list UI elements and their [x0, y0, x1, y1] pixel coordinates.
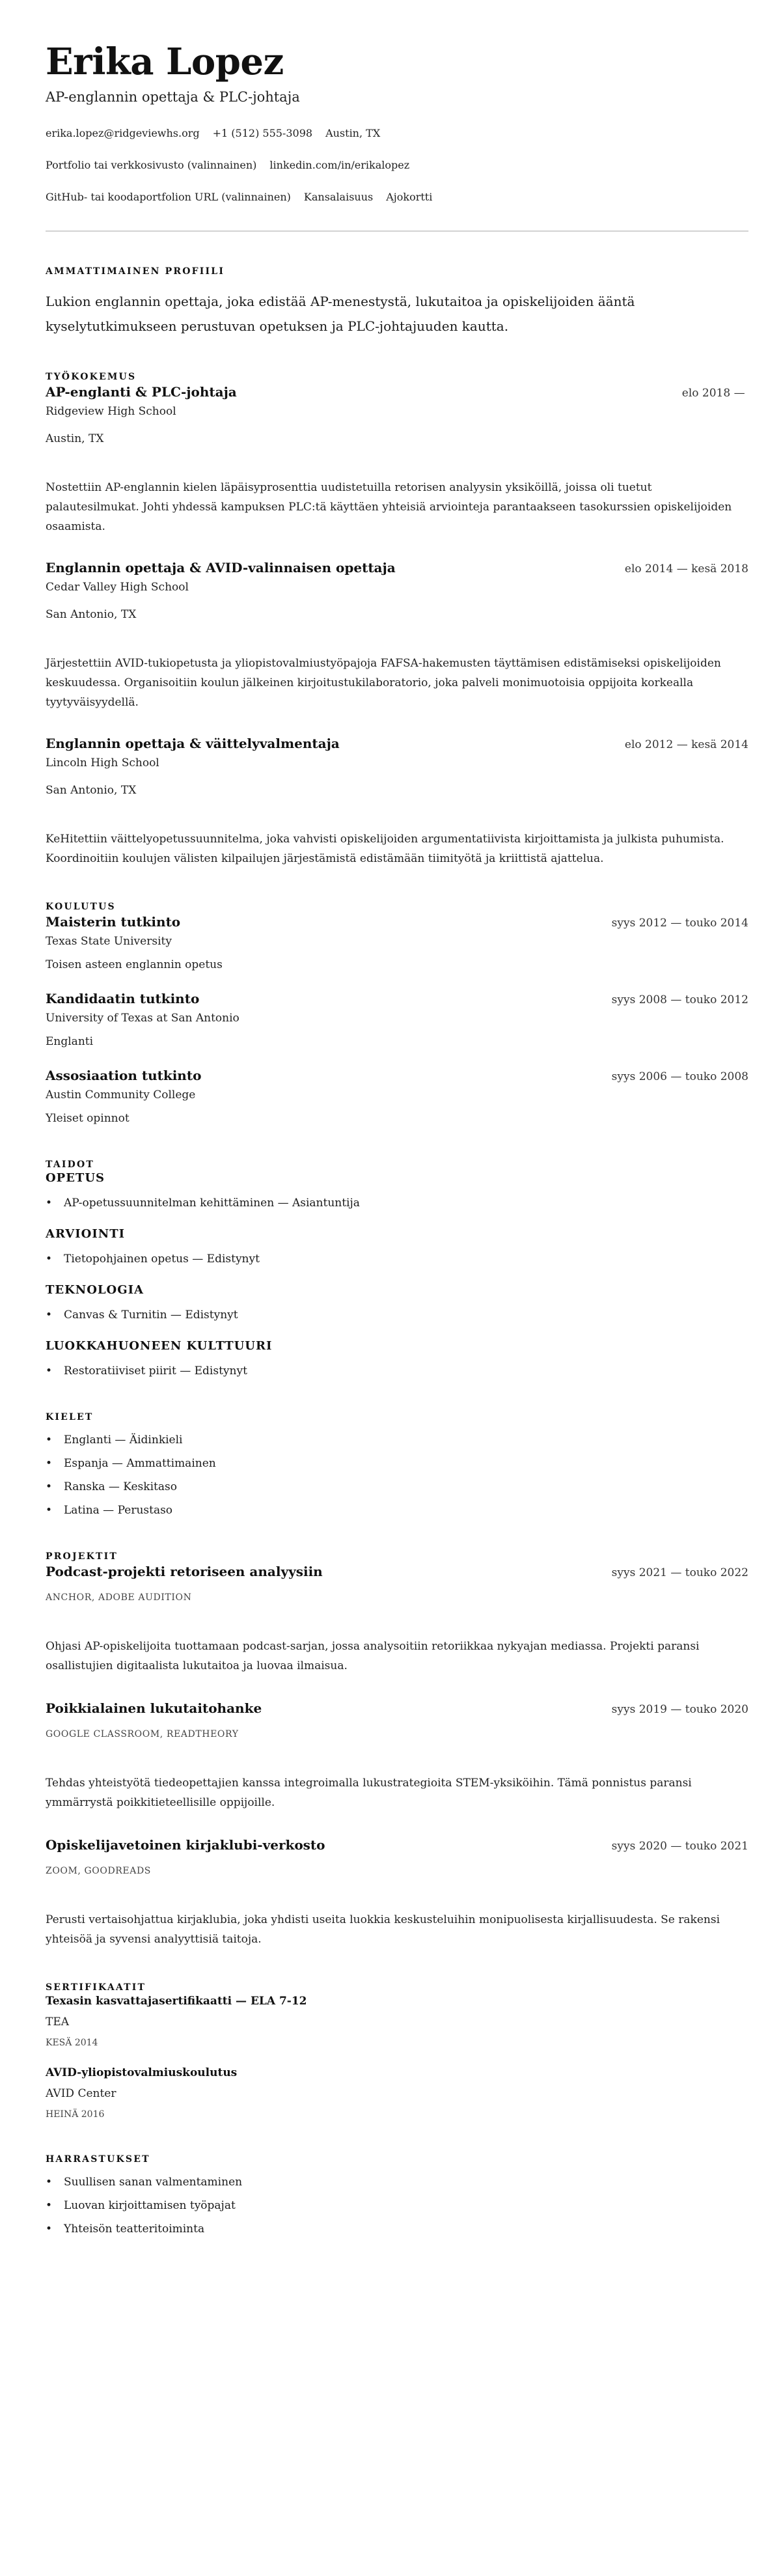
contact-row-extra [46, 190, 748, 204]
citizenship-text: Kansalaisuus [303, 191, 374, 203]
job-entry [46, 383, 748, 536]
project-tools: ZOOM, GOODREADS [46, 1866, 151, 1876]
certification-entry [46, 2065, 748, 2121]
certification-title: AVID-yliopistovalmiuskoulutus [46, 2066, 238, 2079]
job-date: elo 2018 — [681, 387, 748, 400]
job-title: Englannin opettaja & AVID-valinnaisen opettaja [46, 560, 396, 575]
skill-list [46, 1251, 748, 1267]
skill-group-title: OPETUS [46, 1171, 105, 1185]
contact-row-links [46, 158, 748, 173]
section-heading-skills: TAIDOT [46, 1159, 95, 1170]
section-heading-education: KOULUTUS [46, 902, 116, 912]
degree-title: Kandidaatin tutkinto [46, 991, 200, 1006]
profile-section [46, 266, 748, 339]
job-employer: Ridgeview High School [46, 405, 176, 418]
education-date: syys 2012 — touko 2014 [611, 917, 748, 930]
education-date: syys 2006 — touko 2008 [611, 1070, 748, 1083]
section-heading-experience: TYÖKOKEMUS [46, 372, 137, 382]
language-item: • Ranska — Keskitaso [46, 1479, 748, 1495]
institution-name: Austin Community College [46, 1088, 196, 1101]
job-location: Austin, TX [46, 432, 104, 445]
job-title: AP-englanti & PLC-johtaja [46, 384, 237, 400]
skill-group-title: TEKNOLOGIA [46, 1283, 144, 1297]
field-of-study: Toisen asteen englannin opetus [46, 958, 223, 971]
section-heading-profile: AMMATTIMAINEN PROFIILI [46, 266, 225, 277]
skill-list [46, 1307, 748, 1323]
project-title: Podcast-projekti retoriseen analyysiin [46, 1564, 323, 1579]
project-date: syys 2019 — touko 2020 [611, 1703, 748, 1716]
project-entry [46, 1699, 748, 1812]
section-heading-projects: PROJEKTIT [46, 1551, 118, 1562]
contact-row-primary [46, 126, 748, 141]
drivers-license-text: Ajokortti [386, 191, 433, 203]
job-description: KeHitettiin väittelyopetussuunnitelma, joka vahvisti opiskelijoiden argumentatiivista kirjoittamista ja julkista puhumista. Koordinoitiin koulujen välisten kilpailujen järjestämistä edistämään tiimityötä ja kriittistä ajattelua. [46, 833, 724, 865]
github-link[interactable]: GitHub- tai koodaportfolion URL (valinnainen) [46, 191, 291, 203]
interest-item: • Luovan kirjoittamisen työpajat [46, 2198, 748, 2213]
language-item: • Espanja — Ammattimainen [46, 1456, 748, 1471]
degree-title: Maisterin tutkinto [46, 914, 181, 930]
project-title: Poikkialainen lukutaitohanke [46, 1700, 262, 1716]
degree-title: Assosiaation tutkinto [46, 1068, 202, 1083]
portfolio-link[interactable]: Portfolio tai verkkosivusto (valinnainen) [46, 159, 257, 171]
skill-group [46, 1338, 748, 1379]
field-of-study: Yleiset opinnot [46, 1112, 130, 1125]
job-entry [46, 559, 748, 712]
skill-group [46, 1226, 748, 1267]
skill-group [46, 1170, 748, 1211]
email-link[interactable]: erika.lopez@ridgeviewhs.org [46, 127, 200, 139]
linkedin-link[interactable]: linkedin.com/in/erikalopez [269, 159, 410, 171]
interest-list [46, 2174, 748, 2237]
certification-date: HEINÄ 2016 [46, 2109, 105, 2120]
job-date: elo 2014 — kesä 2018 [624, 562, 748, 575]
education-section [46, 901, 748, 1126]
job-location: San Antonio, TX [46, 608, 137, 621]
interest-item: • Suullisen sanan valmentaminen [46, 2174, 748, 2190]
job-description: Järjestettiin AVID-tukiopetusta ja yliopistovalmiustyöpajoja FAFSA-hakemusten täyttämisen edistämiseksi opiskelijoiden keskuudessa. Organisoitiin koulun jälkeinen kirjoitustukilaboratorio, joka palveli monimuotoisia oppijoita korkealla tyytyväisyydellä. [46, 657, 721, 709]
languages-section [46, 1411, 748, 1518]
project-tools: GOOGLE CLASSROOM, READTHEORY [46, 1729, 239, 1739]
certification-issuer: TEA [46, 2015, 70, 2029]
education-entry [46, 990, 748, 1049]
skill-group-title: LUOKKAHUONEEN KULTTUURI [46, 1339, 273, 1353]
project-description: Perusti vertaisohjattua kirjaklubia, joka yhdisti useita luokkia keskusteluihin monipuolisesta kirjallisuudesta. Se rakensi yhteisöä ja syvensi analyyttisiä taitoja. [46, 1913, 720, 1946]
language-list [46, 1432, 748, 1518]
project-date: syys 2021 — touko 2022 [611, 1566, 748, 1579]
skill-list [46, 1363, 748, 1379]
interests-section [46, 2154, 748, 2237]
certification-entry [46, 1993, 748, 2049]
certifications-section [46, 1982, 748, 2121]
institution-name: University of Texas at San Antonio [46, 1012, 240, 1025]
experience-section [46, 371, 748, 868]
certification-issuer: AVID Center [46, 2087, 116, 2100]
skill-item: • AP-opetussuunnitelman kehittäminen — Asiantuntija [46, 1195, 748, 1211]
project-description: Ohjasi AP-opiskelijoita tuottamaan podcast-sarjan, jossa analysoitiin retoriikkaa nykyajan mediassa. Projekti paransi osallistujien digitaalista lukutaitoa ja luovaa ilmaisua. [46, 1640, 700, 1672]
job-employer: Cedar Valley High School [46, 581, 189, 594]
profile-summary: Lukion englannin opettaja, joka edistää AP-menestystä, lukutaitoa ja opiskelijoiden ääntä kyselytutkimukseen perustuvan opetuksen ja PLC-johtajuuden kautta. [46, 294, 635, 334]
education-entry [46, 1066, 748, 1126]
skill-list [46, 1195, 748, 1211]
job-date: elo 2012 — kesä 2014 [624, 738, 748, 751]
institution-name: Texas State University [46, 935, 172, 948]
project-date: syys 2020 — touko 2021 [611, 1840, 748, 1853]
project-entry [46, 1562, 748, 1676]
project-title: Opiskelijavetoinen kirjaklubi-verkosto [46, 1837, 325, 1853]
candidate-title: AP-englannin opettaja & PLC-johtaja [46, 89, 300, 105]
header-divider [46, 230, 748, 232]
resume-header [46, 40, 748, 204]
certification-title: Texasin kasvattajasertifikaatti — ELA 7-12 [46, 1995, 307, 2008]
section-heading-languages: KIELET [46, 1412, 94, 1422]
project-tools: ANCHOR, ADOBE AUDITION [46, 1592, 192, 1603]
job-entry [46, 734, 748, 868]
skill-item: • Canvas & Turnitin — Edistynyt [46, 1307, 748, 1323]
section-heading-interests: HARRASTUKSET [46, 2154, 150, 2165]
certification-date: KESÄ 2014 [46, 2038, 98, 2048]
location-text: Austin, TX [325, 127, 381, 139]
skill-item: • Restoratiiviset piirit — Edistynyt [46, 1363, 748, 1379]
projects-section [46, 1551, 748, 1949]
project-entry [46, 1836, 748, 1949]
job-title: Englannin opettaja & väittelyvalmentaja [46, 736, 340, 751]
education-date: syys 2008 — touko 2012 [611, 993, 748, 1006]
job-description: Nostettiin AP-englannin kielen läpäisyprosenttia uudistetuilla retorisen analyysin yksiköillä, joissa oli tuetut palautesilmukat. Johti yhdessä kampuksen PLC:tä käyttäen yhteisiä arviointeja parantaakseen tasokurssien opiskelijoiden osaamista. [46, 481, 732, 533]
skill-item: • Tietopohjainen opetus — Edistynyt [46, 1251, 748, 1267]
section-heading-certifications: SERTIFIKAATIT [46, 1982, 146, 1993]
phone-link[interactable]: +1 (512) 555-3098 [212, 127, 313, 139]
language-item: • Latina — Perustaso [46, 1503, 748, 1518]
project-description: Tehdas yhteistyötä tiedeopettajien kanssa integroimalla lukustrategioita STEM-yksiköihin. Tämä ponnistus paransi ymmärrystä poikkitieteellisille oppijoille. [46, 1777, 692, 1809]
interest-item: • Yhteisön teatteritoiminta [46, 2221, 748, 2237]
skill-group-title: ARVIOINTI [46, 1227, 126, 1241]
job-location: San Antonio, TX [46, 784, 137, 797]
skills-section [46, 1159, 748, 1379]
language-item: • Englanti — Äidinkieli [46, 1432, 748, 1448]
education-entry [46, 913, 748, 973]
field-of-study: Englanti [46, 1035, 94, 1048]
skill-group [46, 1282, 748, 1323]
candidate-name: Erika Lopez [46, 40, 284, 83]
job-employer: Lincoln High School [46, 756, 159, 769]
